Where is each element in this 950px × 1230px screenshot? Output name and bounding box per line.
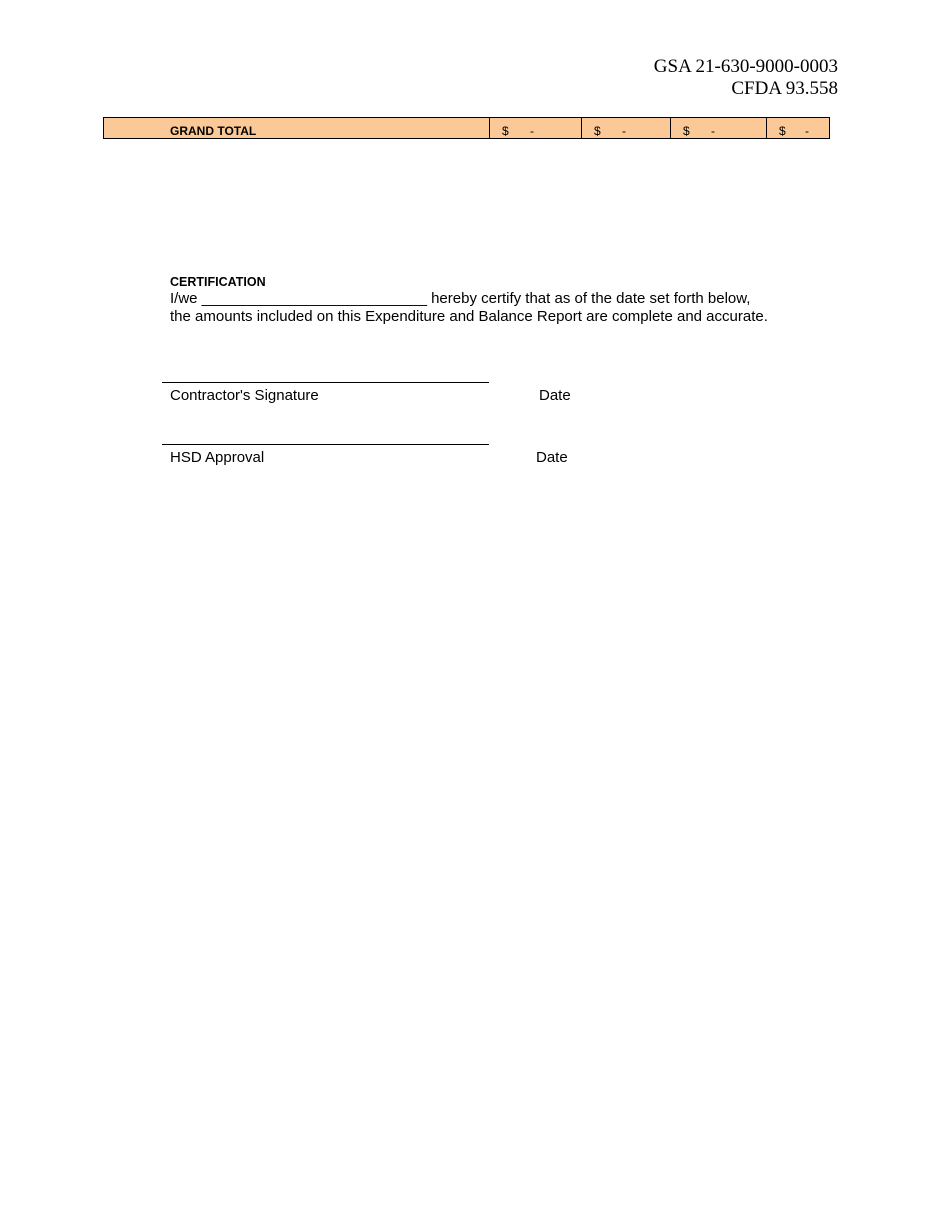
grand-total-cell (671, 118, 767, 138)
amount-value: - (530, 124, 534, 138)
amount-value: - (622, 124, 626, 138)
gsa-number: GSA 21-630-9000-0003 (653, 56, 838, 77)
document-reference (654, 56, 838, 100)
amount-value: - (805, 124, 809, 138)
certification-text: I/we ___________________________ hereby certify that as of the date set forth below, the amounts included on this Expenditure and Balance Report are complete and accurate. (170, 290, 768, 325)
hsd-approval-line (162, 444, 489, 445)
amount-value: - (711, 124, 715, 138)
hsd-date-label: Date (536, 449, 568, 466)
contractor-date-label: Date (539, 387, 571, 404)
currency-symbol: $ (779, 124, 786, 138)
certification-section (170, 274, 770, 325)
cfda-number: CFDA 93.558 (731, 78, 838, 99)
grand-total-label: GRAND TOTAL (104, 118, 490, 138)
grand-total-cell (490, 118, 582, 138)
grand-total-row (103, 117, 830, 139)
currency-symbol: $ (683, 124, 690, 138)
grand-total-cell (582, 118, 671, 138)
hsd-approval-label: HSD Approval (170, 449, 265, 466)
currency-symbol: $ (594, 124, 601, 138)
grand-total-cell (767, 118, 828, 138)
certification-title: CERTIFICATION (170, 275, 266, 289)
currency-symbol: $ (502, 124, 509, 138)
contractor-signature-label: Contractor's Signature (170, 387, 319, 404)
contractor-signature-line (162, 382, 489, 383)
